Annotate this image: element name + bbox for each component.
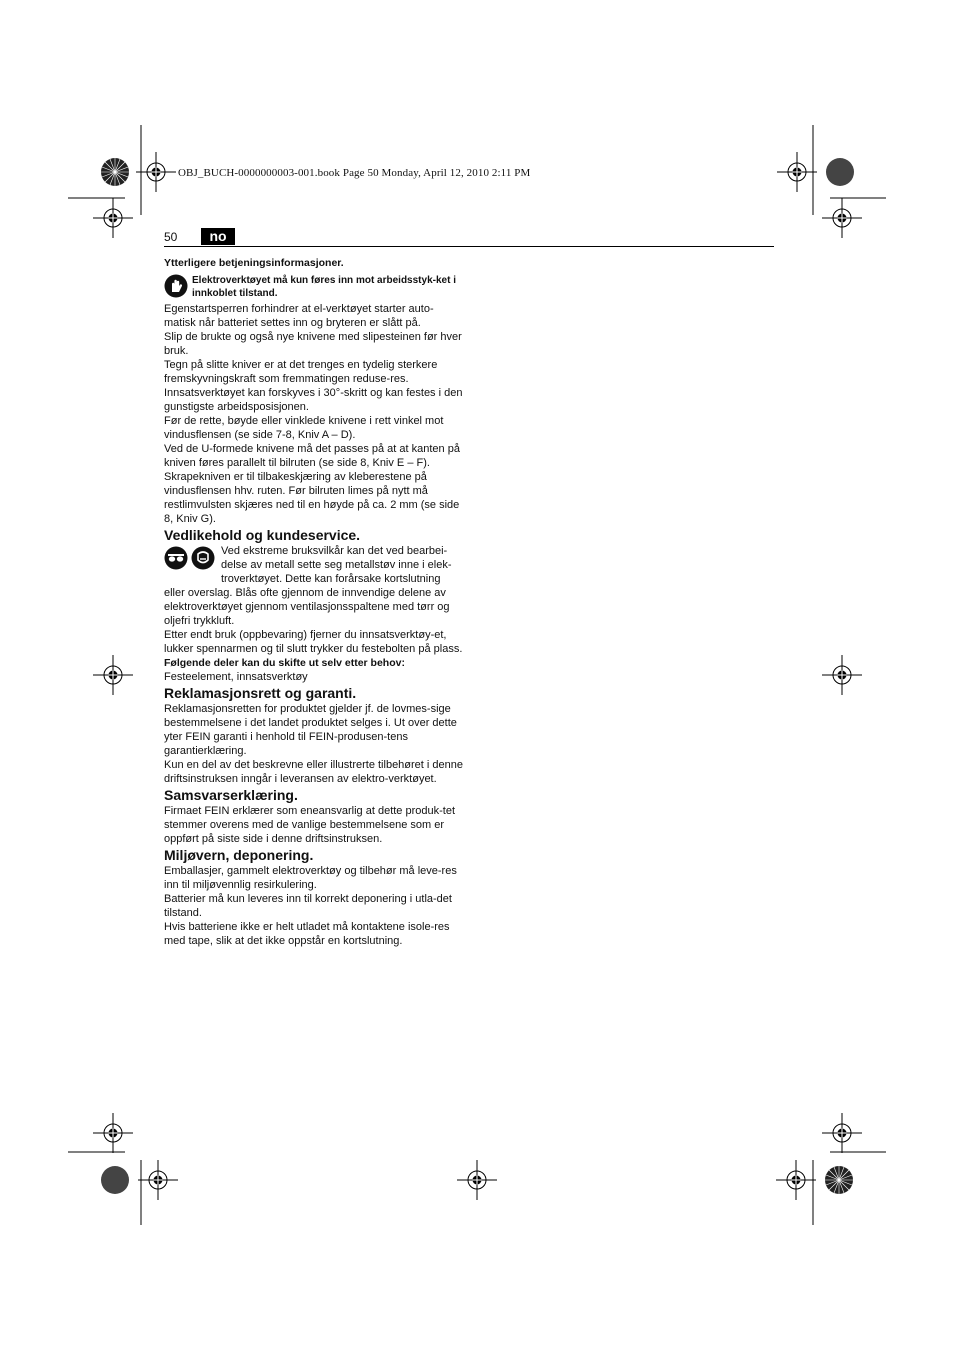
warranty-heading: Reklamasjonsrett og garanti. <box>164 685 357 701</box>
maintenance-heading: Vedlikehold og kundeservice. <box>164 527 361 543</box>
conformity-heading: Samsvarserklæring. <box>164 787 298 803</box>
paragraph: Før de rette, bøyde eller vinklede knivene i rett vinkel mot vindusflensen (se side 7-8, Kniv A – D). <box>164 415 444 441</box>
text-column <box>164 256 464 948</box>
paragraph: Batterier må kun leveres inn til korrekt deponering i utla-det tilstand. <box>164 893 452 919</box>
paragraph: Etter endt bruk (oppbevaring) fjerner du innsatsverktøy-et, lukker spennarmen og til slutt trykker du festebolten på plass. <box>164 629 463 655</box>
hand-warning-icon <box>164 274 192 302</box>
warning-text: Elektroverktøyet må kun føres inn mot arbeidsstyk-ket i innkoblet tilstand. <box>192 275 456 299</box>
paragraph: Egenstartsperren forhindrer at el-verktøyet starter auto-matisk når batteriet settes inn og bryteren er slått på. <box>164 303 434 329</box>
header-rule <box>164 246 774 247</box>
ppe-icons <box>164 546 215 574</box>
paragraph: Skrapekniven er til tilbakeskjæring av kleberestene på vindusflensen hhv. ruten. Før bilruten limes på nytt må restlimvulsten skjæres ned til en høyde på ca. 2 mm (se side 8, Kniv G). <box>164 471 460 525</box>
intro-heading: Ytterligere betjeningsinformasjoner. <box>164 257 344 269</box>
paragraph: Hvis batteriene ikke er helt utladet må kontaktene isole-res med tape, slik at det ikke oppstår en kortslutning. <box>164 921 450 947</box>
paragraph: Kun en del av det beskrevne eller illustrerte tilbehøret i denne driftsinstruksen inngår i leveransen av elektro-verktøyet. <box>164 759 464 785</box>
paragraph: Firmaet FEIN erklærer som eneansvarlig at dette produk-tet stemmer overens med de vanlige bestemmelsene som er oppført på siste side i denne driftsinstruksen. <box>164 805 456 845</box>
warning-block <box>164 274 464 302</box>
replaceable-parts-heading: Følgende deler kan du skifte ut selv etter behov: <box>164 657 405 669</box>
dust-mask-icon <box>191 546 215 574</box>
paragraph: Festeelement, innsatsverktøy <box>164 671 308 683</box>
page-number: 50 <box>164 230 178 244</box>
paragraph: Tegn på slitte kniver er at det trenges en tydelig sterkere fremskyvningskraft som fremmatingen reduse-res. <box>164 359 438 385</box>
paragraph: Ved de U-formede knivene må det passes på at at kanten på kniven føres parallelt til bilruten (se side 8, Kniv E – F). <box>164 443 460 469</box>
paragraph: Slip de brukte og også nye knivene med slipesteinen før hver bruk. <box>164 331 462 357</box>
environment-heading: Miljøvern, deponering. <box>164 847 314 863</box>
paragraph: Emballasjer, gammelt elektroverktøy og tilbehør må leve-res inn til miljøvennlig resirkulering. <box>164 865 457 891</box>
language-badge: no <box>201 228 235 245</box>
paragraph: Reklamasjonsretten for produktet gjelder jf. de lovmes-sige bestemmelsene i det landet produktet selges i. Ut over dette yter FEIN garanti i henhold til FEIN-produsen-tens garantierklæring. <box>164 703 457 757</box>
print-slug: OBJ_BUCH-0000000003-001.book Page 50 Monday, April 12, 2010 2:11 PM <box>178 167 531 179</box>
goggles-icon <box>164 546 188 574</box>
paragraph: Innsatsverktøyet kan forskyves i 30°-skritt og kan festes i den gunstigste arbeidsposisjonen. <box>164 387 463 413</box>
paragraph: Ved ekstreme bruksvilkår kan det ved bearbei-delse av metall sette seg metallstøv inne i elek-troverktøyet. Dette kan forårsake kortslutning eller overslag. Blås ofte gjennom de innvendige delene av elektroverktøyet gjennom ventilasjonsspaltene med tørr og oljefri trykkluft. <box>164 545 452 627</box>
